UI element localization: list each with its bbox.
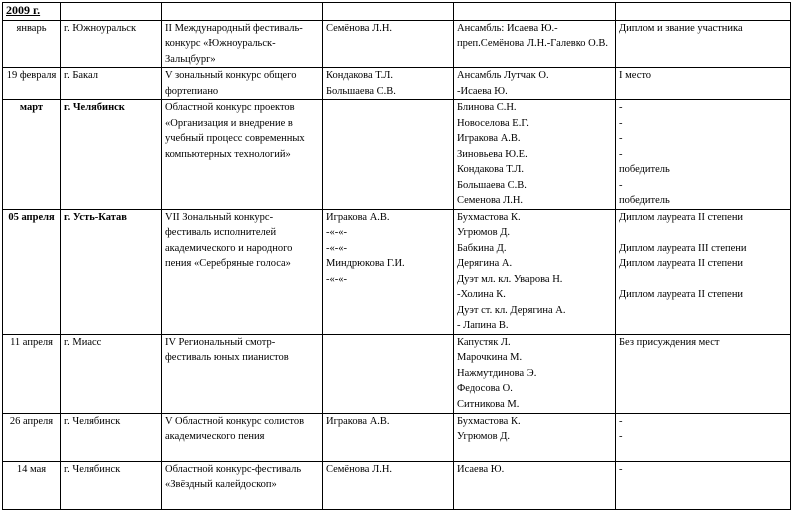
date-cell: март [3,100,61,210]
city-cell: г. Южноуральск [61,20,162,68]
participants-cell: Ансамбль: Исаева Ю.-преп.Семёнова Л.Н.-Галевко О.В. [454,20,616,68]
city-cell: г. Миасс [61,334,162,413]
empty-header-cell [162,3,323,21]
participants-cell: Исаева Ю. [454,461,616,509]
empty-header-cell [616,3,791,21]
empty-header-cell [454,3,616,21]
participants-cell: Бухмастова К. Угрюмов Д. Бабкина Д. Дерягина А. Дуэт мл. кл. Уварова Н. -Холина К. Дуэт ст. кл. Дерягина А. - Лапина В. [454,209,616,334]
event-cell: II Международный фестиваль-конкурс «Южноуральск-Зальцбург» [162,20,323,68]
result-cell: - - [616,413,791,461]
result-cell: - [616,461,791,509]
participants-cell: Капустяк Л. Марочкина М. Нажмутдинова Э. Федосова О. Ситникова М. [454,334,616,413]
competitions-table [2,2,791,510]
teacher-cell: Семёнова Л.Н. [323,461,454,509]
event-cell: VII Зональный конкурс-фестиваль исполнителей академического и народного пения «Серебряные голоса» [162,209,323,334]
result-cell: Диплом лауреата II степени Диплом лауреата III степени Диплом лауреата II степени Диплом лауреата II степени [616,209,791,334]
result-cell: I место [616,68,791,100]
participants-cell: Бухмастова К. Угрюмов Д. [454,413,616,461]
participants-cell: Блинова С.Н. Новоселова Е.Г. Игракова А.В. Зиновьева Ю.Е. Кондакова Т.Л. Большаева С.В. Семенова Л.Н. [454,100,616,210]
teacher-cell: Семёнова Л.Н. [323,20,454,68]
event-cell: IV Региональный смотр-фестиваль юных пианистов [162,334,323,413]
date-cell: 05 апреля [3,209,61,334]
event-cell: Областной конкурс-фестиваль «Звёздный калейдоскоп» [162,461,323,509]
empty-header-cell [323,3,454,21]
teacher-cell [323,100,454,210]
year-label: 2009 г. [6,3,41,17]
date-cell: 14 мая [3,461,61,509]
date-cell: 26 апреля [3,413,61,461]
table-row [3,209,791,334]
table-header-row [3,3,791,21]
teacher-cell: Игракова А.В. -«-«- -«-«- Миндрюкова Г.И. -«-«- [323,209,454,334]
date-cell: 11 апреля [3,334,61,413]
participants-cell: Ансамбль Лутчак О. -Исаева Ю. [454,68,616,100]
teacher-cell: Кондакова Т.Л. Большаева С.В. [323,68,454,100]
event-cell: V зональный конкурс общего фортепиано [162,68,323,100]
result-cell: - - - - победитель - победитель [616,100,791,210]
empty-header-cell [61,3,162,21]
table-row [3,100,791,210]
date-cell: январь [3,20,61,68]
result-cell: Без присуждения мест [616,334,791,413]
city-cell: г. Челябинск [61,461,162,509]
event-cell: Областной конкурс проектов «Организация и внедрение в учебный процесс современных компьютерных технологий» [162,100,323,210]
city-cell: г. Челябинск [61,100,162,210]
table-row [3,413,791,461]
teacher-cell [323,334,454,413]
city-cell: г. Челябинск [61,413,162,461]
table-row [3,334,791,413]
city-cell: г. Усть-Катав [61,209,162,334]
table-row [3,461,791,509]
year-cell [3,3,61,21]
table-row [3,20,791,68]
table-row [3,68,791,100]
teacher-cell: Игракова А.В. [323,413,454,461]
date-cell: 19 февраля [3,68,61,100]
result-cell: Диплом и звание участника [616,20,791,68]
city-cell: г. Бакал [61,68,162,100]
event-cell: V Областной конкурс солистов академического пения [162,413,323,461]
